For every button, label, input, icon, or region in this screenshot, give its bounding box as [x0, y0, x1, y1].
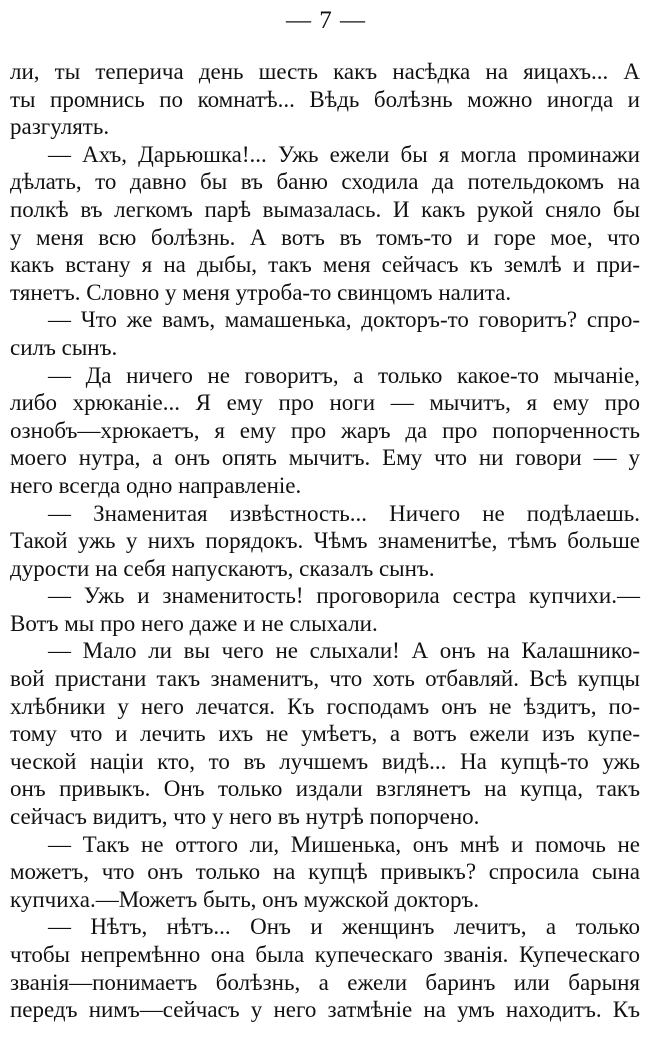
text-line: можетъ, что онъ только на купцѣ привыкъ? спросила сына: [10, 859, 640, 885]
text-line: чтобы непремѣнно она была купеческаго званія. Купеческаго: [10, 942, 640, 967]
text-line: передъ нимъ—сейчасъ у него затмѣніе на умъ находитъ. Къ: [10, 997, 640, 1023]
text-line: полкѣ въ легкомъ парѣ вымазалась. И какъ рукой сняло бы: [10, 196, 640, 222]
text-line: званія—понимаетъ болѣзнь, а ежели баринъ или барыня: [10, 969, 640, 995]
text-line: силъ сынъ.: [10, 334, 118, 360]
text-line: тому что и лечить ихъ не умѣетъ, а вотъ ежели изъ купе-: [10, 721, 640, 747]
text-line: купчиха.—Можетъ быть, онъ мужской докторъ.: [10, 886, 480, 912]
text-line: ли, ты теперича день шесть какъ насѣдка на яицахъ... А: [10, 59, 640, 84]
text-line: — Да ничего не говоритъ, а только какое-то мычаніе,: [48, 362, 640, 388]
text-line: разгулять.: [10, 114, 110, 140]
text-line: какъ встану я на дыбы, такъ меня сейчасъ къ землѣ и при-: [10, 252, 640, 278]
text-line: — Такъ не оттого ли, Мишенька, онъ мнѣ и помочь не: [48, 831, 640, 857]
text-body: [10, 58, 640, 1024]
text-line: ты промнись по комнатѣ... Вѣдь болѣзнь можно иногда и: [10, 86, 640, 112]
text-line: — Мало ли вы чего не слыхали! А онъ на Калашнико-: [48, 638, 640, 664]
text-line: дурости на себя напускаютъ, сказалъ сынъ.: [10, 555, 435, 581]
text-line: вой пристани такъ знаменитъ, что хоть отбавляй. Всѣ купцы: [10, 666, 640, 692]
text-line: дѣлать, то давно бы въ баню сходила да потельдокомъ на: [10, 169, 640, 195]
text-line: ческой націи кто, то въ лучшемъ видѣ... На купцѣ-то ужь: [10, 748, 640, 774]
text-line: Такой ужь у нихъ порядокъ. Чѣмъ знаменитѣе, тѣмъ больше: [10, 528, 640, 554]
text-line: либо хрюканіе... Я ему про ноги — мычитъ, я ему про: [10, 390, 640, 416]
text-line: Вотъ мы про него даже и не слыхали.: [10, 610, 378, 636]
text-line: тянетъ. Словно у меня утроба-то свинцомъ налита.: [10, 279, 512, 305]
text-line: онъ привыкъ. Онъ только издали взглянетъ на купца, такъ: [10, 776, 640, 802]
text-line: — Нѣтъ, нѣтъ... Онъ и женщинъ лечитъ, а только: [48, 914, 640, 940]
text-line: него всегда одно направленіе.: [10, 472, 302, 498]
text-line: — Ужь и знаменитость! проговорила сестра купчихи.—: [48, 583, 640, 609]
text-line: сейчасъ видитъ, что у него въ нутрѣ попорчено.: [10, 804, 480, 830]
text-line: ознобъ—хрюкаетъ, я ему про жаръ да про попорченность: [10, 417, 640, 443]
text-line: моего нутра, а онъ опять мычитъ. Ему что ни говори — у: [10, 445, 640, 471]
text-line: — Знаменитая извѣстность... Ничего не подѣлаешь.: [48, 500, 640, 526]
text-line: у меня всю болѣзнь. А вотъ въ томъ-то и горе мое, что: [10, 224, 640, 250]
page-number: — 7 —: [286, 7, 366, 34]
text-line: хлѣбники у него лечатся. Къ господамъ онъ не ѣздитъ, по-: [10, 693, 640, 719]
text-line: — Ахъ, Дарьюшка!... Ужь ежели бы я могла проминажи: [48, 141, 640, 167]
text-line: — Что же вамъ, мамашенька, докторъ-то говоритъ? спро-: [48, 307, 640, 333]
